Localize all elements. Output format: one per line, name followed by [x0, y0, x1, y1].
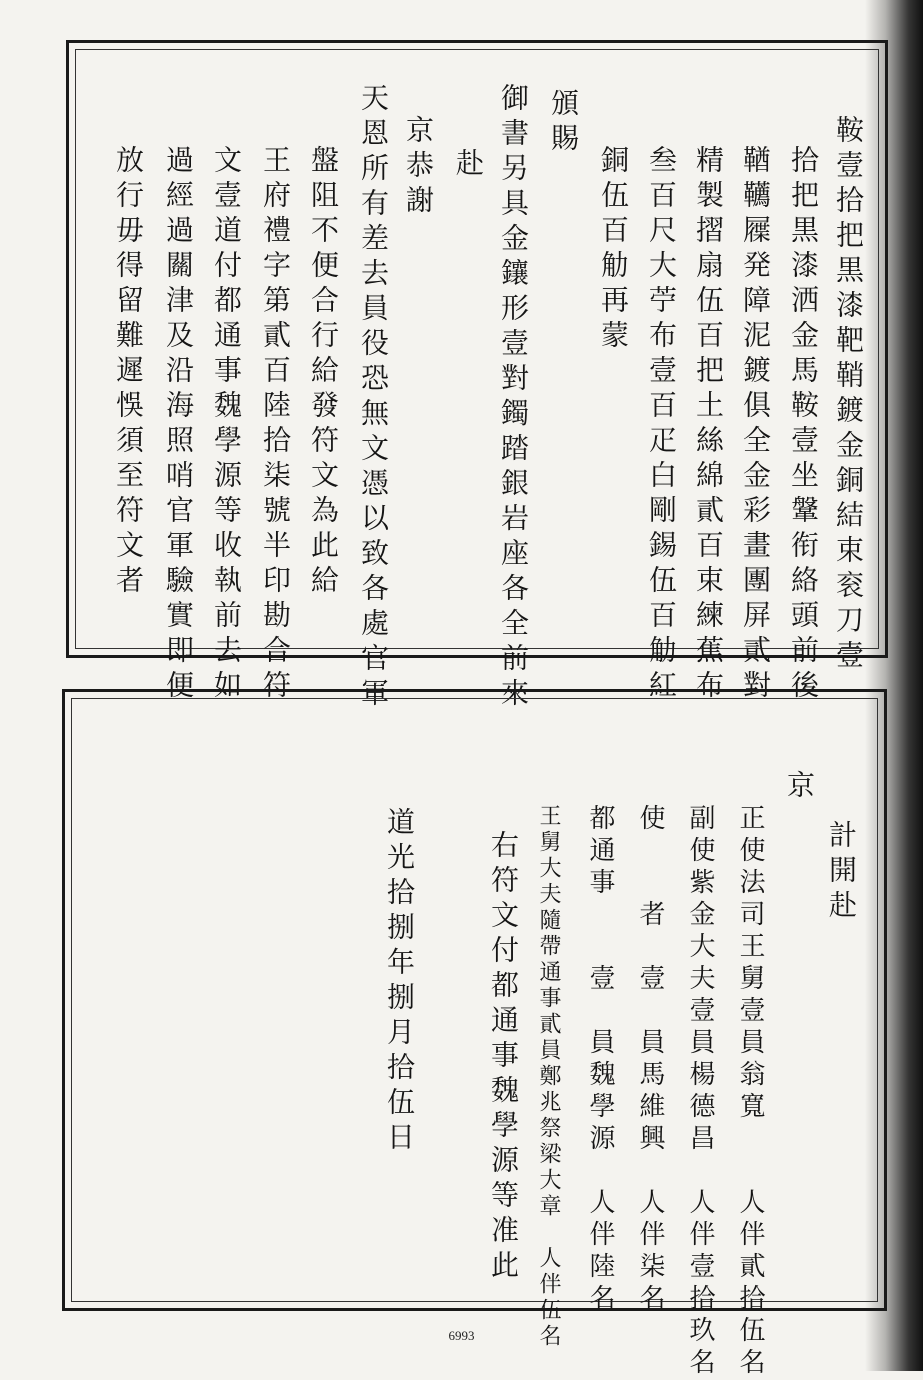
text-column: 頒賜	[547, 88, 580, 158]
text-column: 京	[783, 770, 816, 805]
text-column: 文壹道付都通事魏學源等收執前去如	[210, 145, 243, 705]
text-column: 盤阻不便合行給發符文為此給	[307, 145, 340, 600]
text-column: 計開赴	[825, 820, 858, 925]
text-column: 副使紫金大夫壹員楊德昌 人伴壹拾玖名	[685, 804, 715, 1380]
text-column: 鞧韉屧発障泥鍍俱全金彩畫團屏貳對	[739, 145, 772, 705]
text-column: 鞍壹拾把黒漆靶鞘鍍金銅結束衮刀壹	[832, 115, 865, 675]
text-column: 銅伍百觔再蒙	[597, 145, 630, 355]
text-column: 京恭謝	[402, 115, 435, 220]
text-column: 王舅大夫隨帶通事貳員鄭兆祭梁大章 人伴伍名	[536, 804, 561, 1350]
text-column: 使 者 壹 員馬維興 人伴柒名	[635, 804, 665, 1316]
text-column: 天恩所有差去員役恐無文憑以致各處官軍	[357, 83, 390, 713]
text-column: 道光拾捌年捌月拾伍日	[383, 807, 416, 1157]
text-column: 都通事 壹 員魏學源 人伴陸名	[585, 804, 615, 1316]
text-column: 赴	[452, 148, 485, 183]
text-column: 放行毋得留難遲悞須至符文者	[112, 145, 145, 600]
document-panel-top	[66, 40, 888, 713]
text-column: 精製摺扇伍百把土絲綿貳百束練蕉布	[692, 145, 725, 705]
text-column: 拾把黒漆洒金馬鞍壹坐鞶衔絡頭前後	[787, 145, 820, 705]
text-column: 正使法司王舅壹員翁寬 人伴貳拾伍名	[735, 804, 765, 1380]
text-column: 御書另具金鑲形壹對鐲踏銀岩座各全前來	[497, 83, 530, 713]
text-column: 過經過關津及沿海照哨官軍驗實即便	[162, 145, 195, 705]
text-column: 叁百尺大苧布壹百疋白剛錫伍百觔紅	[645, 145, 678, 705]
text-column: 王府禮字第貳百陸拾柒號半印勘合符	[259, 145, 292, 705]
page-number: 6993	[448, 1328, 475, 1343]
text-column: 右符文付都通事魏學源等准此	[487, 830, 520, 1285]
